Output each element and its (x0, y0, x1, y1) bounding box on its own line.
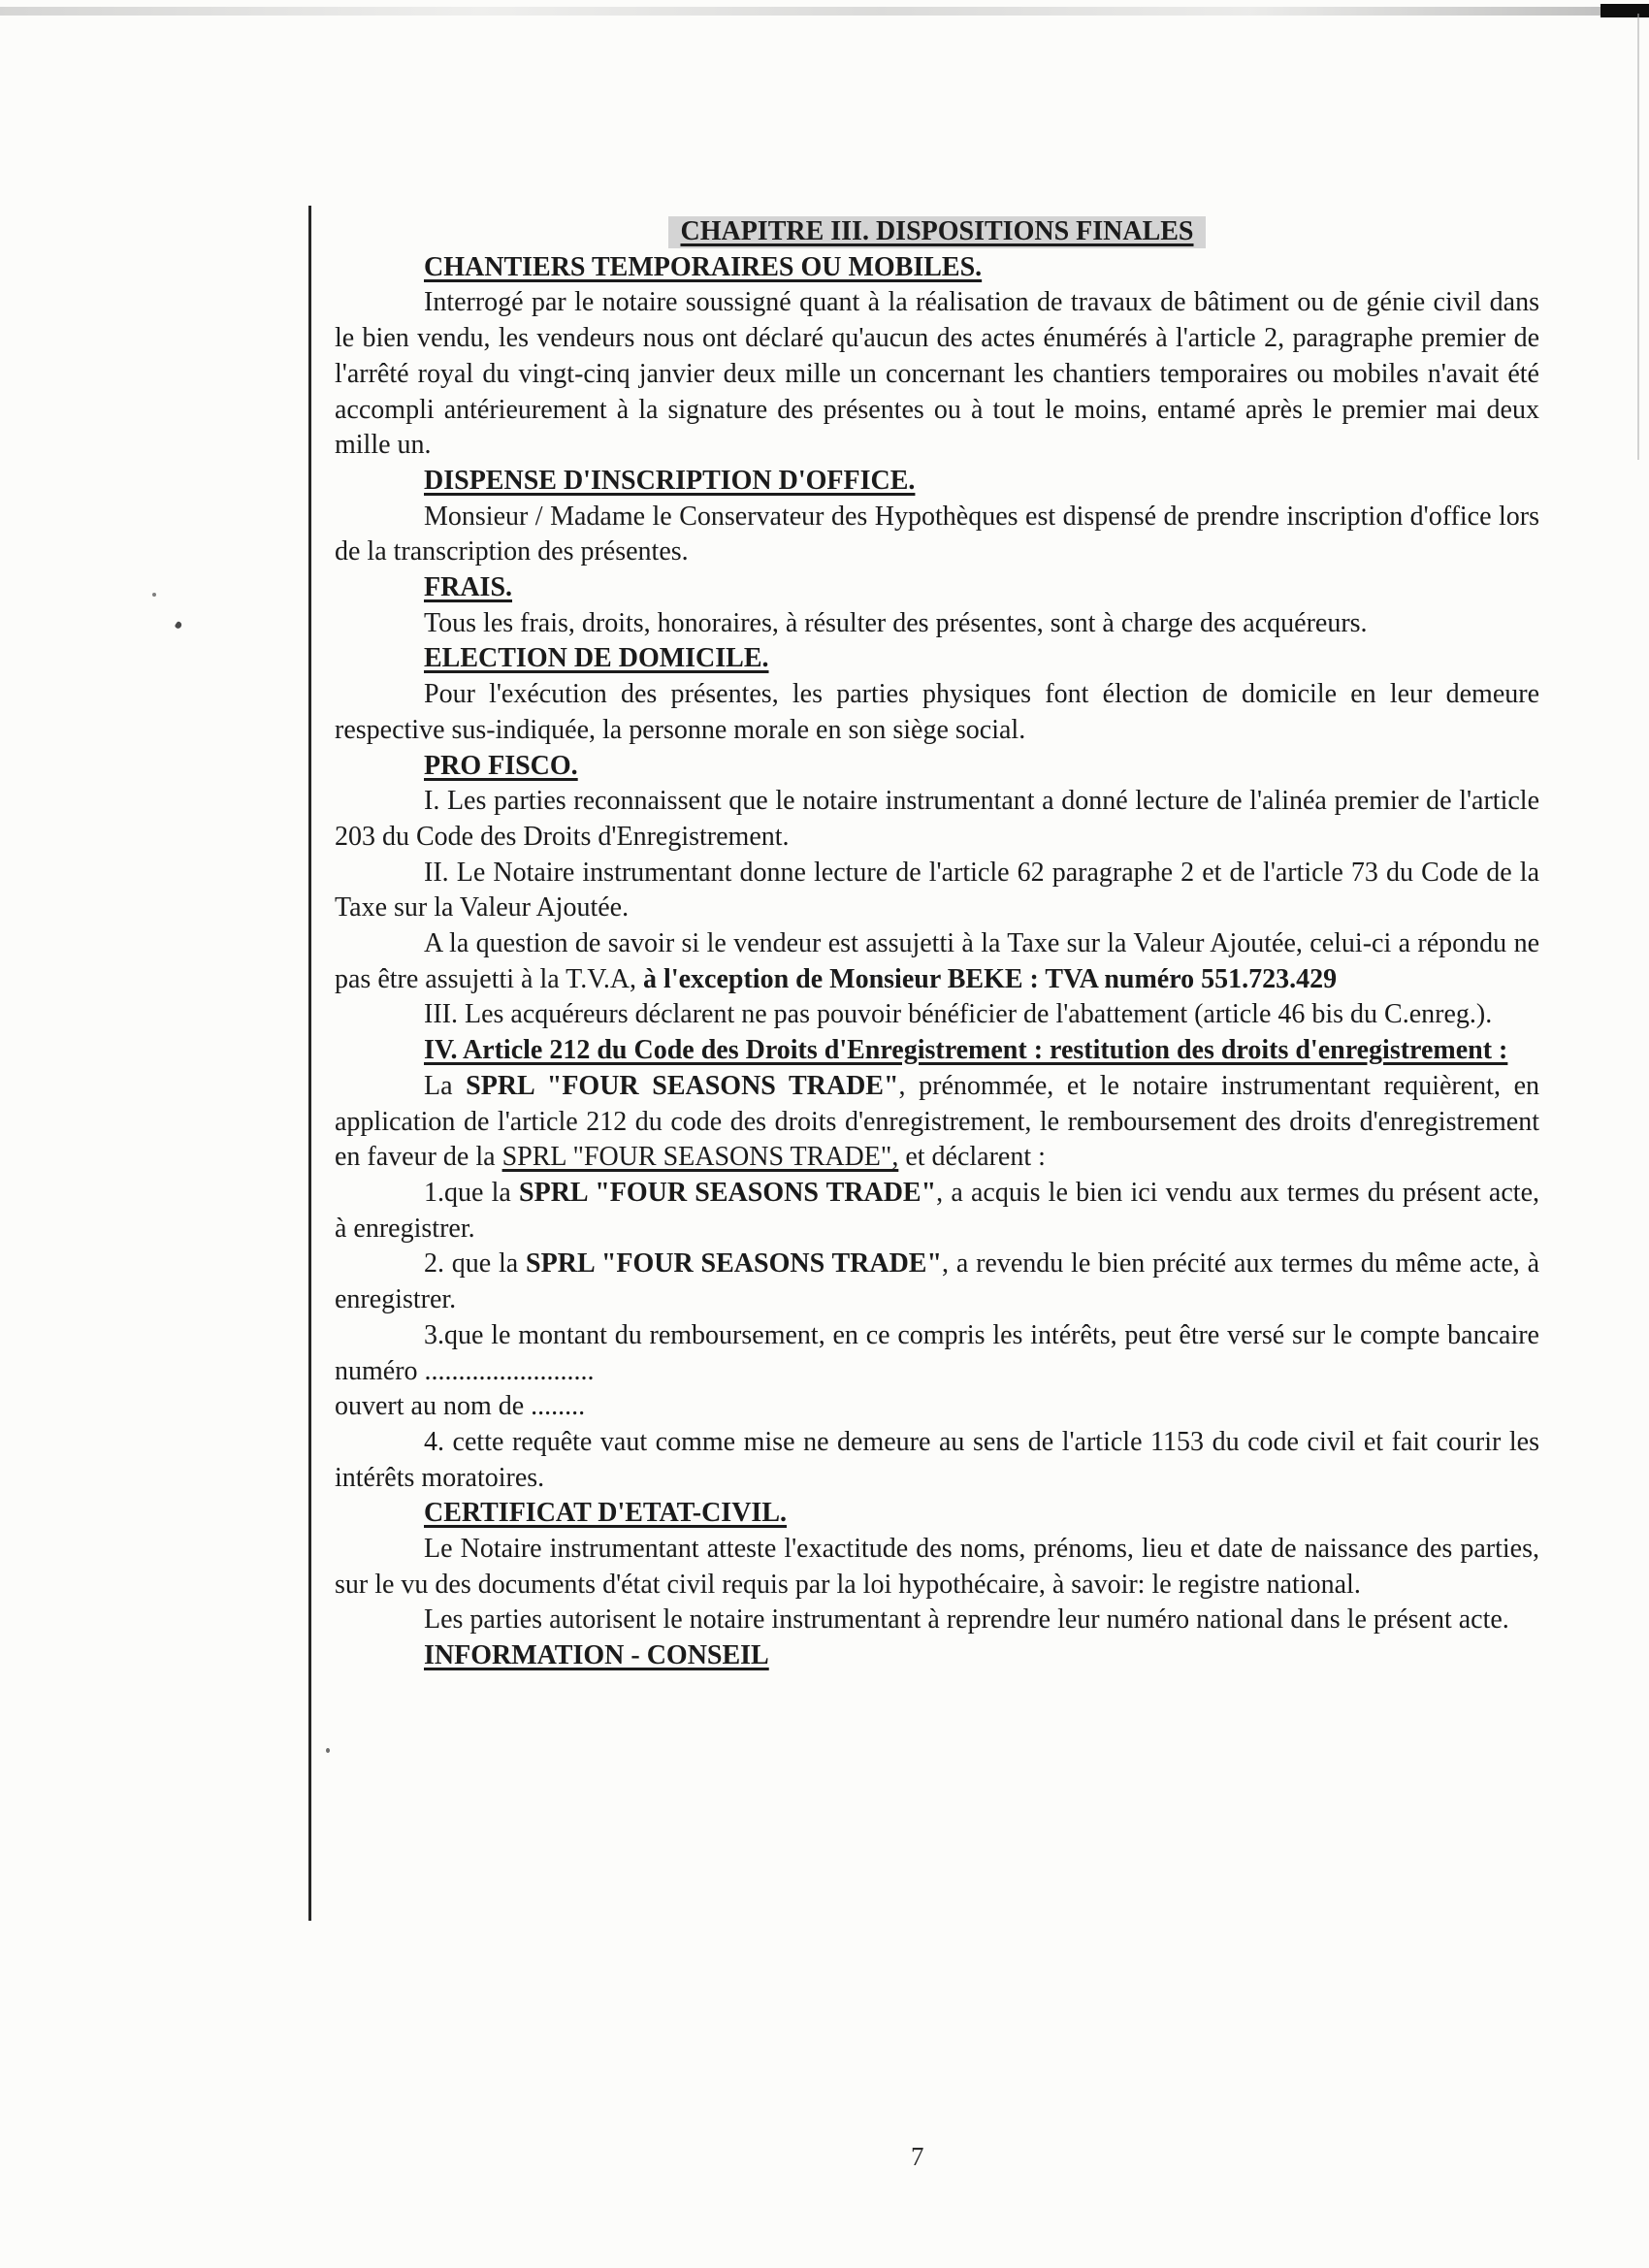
page-number: 7 (911, 2142, 924, 2171)
heading-information-conseil (335, 1638, 1539, 1674)
text-run: La (424, 1070, 467, 1101)
scan-streak-artifact (0, 7, 1602, 16)
text-run: ELECTION DE DOMICILE. (424, 643, 769, 674)
text-run: DISPENSE D'INSCRIPTION D'OFFICE. (424, 465, 916, 496)
para-item-1 (335, 1176, 1539, 1247)
heading-frais (335, 570, 1539, 606)
text-run: Pour l'exécution des présentes, les parties physiques font élection de domicile en leur demeure respective sus-indiquée, la personne morale en son siège social. (335, 679, 1539, 745)
scan-speck (152, 593, 156, 597)
text-run: PRO FISCO. (424, 750, 578, 781)
text-run: Les parties autorisent le notaire instrumentant à reprendre leur numéro national dans le présent acte. (424, 1604, 1509, 1636)
text-run: 1.que la (424, 1177, 520, 1208)
text-run: III. Les acquéreurs déclarent ne pas pouvoir bénéficier de l'abattement (article 46 bis du C.enreg.). (424, 999, 1493, 1030)
para-item-3-suite (335, 1389, 1539, 1425)
text-run: Monsieur / Madame le Conservateur des Hypothèques est dispensé de prendre inscription d'office lors de la transcription des présentes. (335, 501, 1539, 567)
text-run: SPRL "FOUR SEASONS TRADE" (519, 1177, 937, 1208)
margin-rule-line (308, 206, 311, 1921)
text-run: SPRL "FOUR SEASONS TRADE" (526, 1248, 943, 1280)
text-run: CHAPITRE III. DISPOSITIONS FINALES (668, 216, 1205, 248)
para-pro-fisco-iii (335, 997, 1539, 1033)
document-body (335, 214, 1539, 1674)
para-etat-civil-2 (335, 1603, 1539, 1638)
text-run: 2. que la (424, 1248, 527, 1280)
para-pro-fisco-tva (335, 926, 1539, 997)
heading-article-212 (335, 1033, 1539, 1069)
heading-dispense (335, 464, 1539, 500)
para-pro-fisco-ii (335, 856, 1539, 926)
text-run: INFORMATION - CONSEIL (424, 1640, 769, 1671)
para-frais (335, 606, 1539, 642)
text-run: IV. Article 212 du Code des Droits d'Enregistrement : restitution des droits d'enregistrement : (424, 1035, 1508, 1066)
text-run: I. Les parties reconnaissent que le notaire instrumentant a donné lecture de l'alinéa premier de l'article 203 du Code des Droits d'Enregistrement. (335, 786, 1539, 852)
para-item-2 (335, 1247, 1539, 1317)
scan-speck (326, 1748, 330, 1753)
para-item-3 (335, 1318, 1539, 1389)
heading-chantiers (335, 250, 1539, 286)
text-run: II. Le Notaire instrumentant donne lecture de l'article 62 paragraphe 2 et de l'article 73 du Code de la Taxe sur la Valeur Ajoutée. (335, 857, 1539, 923)
text-run: Tous les frais, droits, honoraires, à résulter des présentes, sont à charge des acquéreurs. (424, 607, 1368, 638)
text-run: , a acquis le bien ici vendu aux termes du présent acte, à enregistrer. (335, 1177, 1539, 1244)
para-election-de-domicile (335, 677, 1539, 748)
heading-certificat-etat-civil (335, 1496, 1539, 1532)
text-run: et déclarent : (898, 1142, 1046, 1173)
text-run: SPRL "FOUR SEASONS TRADE", (501, 1142, 899, 1173)
para-etat-civil-1 (335, 1532, 1539, 1603)
chapter-title (335, 214, 1539, 250)
text-run: , a revendu le bien précité aux termes du même acte, à enregistrer. (335, 1248, 1540, 1315)
heading-election-de-domicile (335, 641, 1539, 677)
text-run: ouvert au nom de ........ (335, 1391, 586, 1422)
text-run: 4. cette requête vaut comme mise ne demeure au sens de l'article 1153 du code civil et fait courir les intérêts moratoires. (335, 1426, 1539, 1493)
text-run: 3.que le montant du remboursement, en ce compris les intérêts, peut être versé sur le compte bancaire numéro ......................... (335, 1319, 1539, 1386)
para-item-4 (335, 1425, 1539, 1496)
para-sprl-requete (335, 1069, 1539, 1176)
para-dispense (335, 500, 1539, 570)
text-run: CHANTIERS TEMPORAIRES OU MOBILES. (424, 251, 983, 282)
text-run: Le Notaire instrumentant atteste l'exactitude des noms, prénoms, lieu et date de naissance des parties, sur le vu des documents d'état civil requis par la loi hypothécaire, à savoir: le registre national. (335, 1534, 1539, 1600)
para-chantiers (335, 285, 1539, 464)
text-run: A la question de savoir si le vendeur est assujetti à la Taxe sur la Valeur Ajoutée, celui-ci a répondu ne pas être assujetti à la T.V.A, (335, 928, 1539, 994)
page-edge-shadow (1637, 14, 1639, 460)
text-run: SPRL "FOUR SEASONS TRADE" (466, 1070, 899, 1101)
text-run: CERTIFICAT D'ETAT-CIVIL. (424, 1498, 787, 1529)
text-run: FRAIS. (424, 572, 513, 603)
text-run: Interrogé par le notaire soussigné quant à la réalisation de travaux de bâtiment ou de génie civil dans le bien vendu, les vendeurs nous ont déclaré qu'aucun des actes énumérés à l'article 2, paragraphe premier de l'arrêté royal du vingt-cinq janvier deux mille un concernant les chantiers temporaires ou mobiles n'avait été accompli antérieurement à la signature des présentes ou à tout le moins, entamé après le premier mai deux mille un. (335, 287, 1539, 461)
heading-pro-fisco (335, 749, 1539, 785)
para-pro-fisco-i (335, 784, 1539, 855)
text-run: à l'exception de Monsieur BEKE : TVA numéro 551.723.429 (643, 963, 1338, 994)
text-run: , prénommée, et le notaire instrumentant requièrent, en application de l'article 212 du code des droits d'enregistrement, le remboursement des droits d'enregistrement en faveur de la (335, 1070, 1539, 1173)
scan-corner-mark (1600, 4, 1649, 17)
